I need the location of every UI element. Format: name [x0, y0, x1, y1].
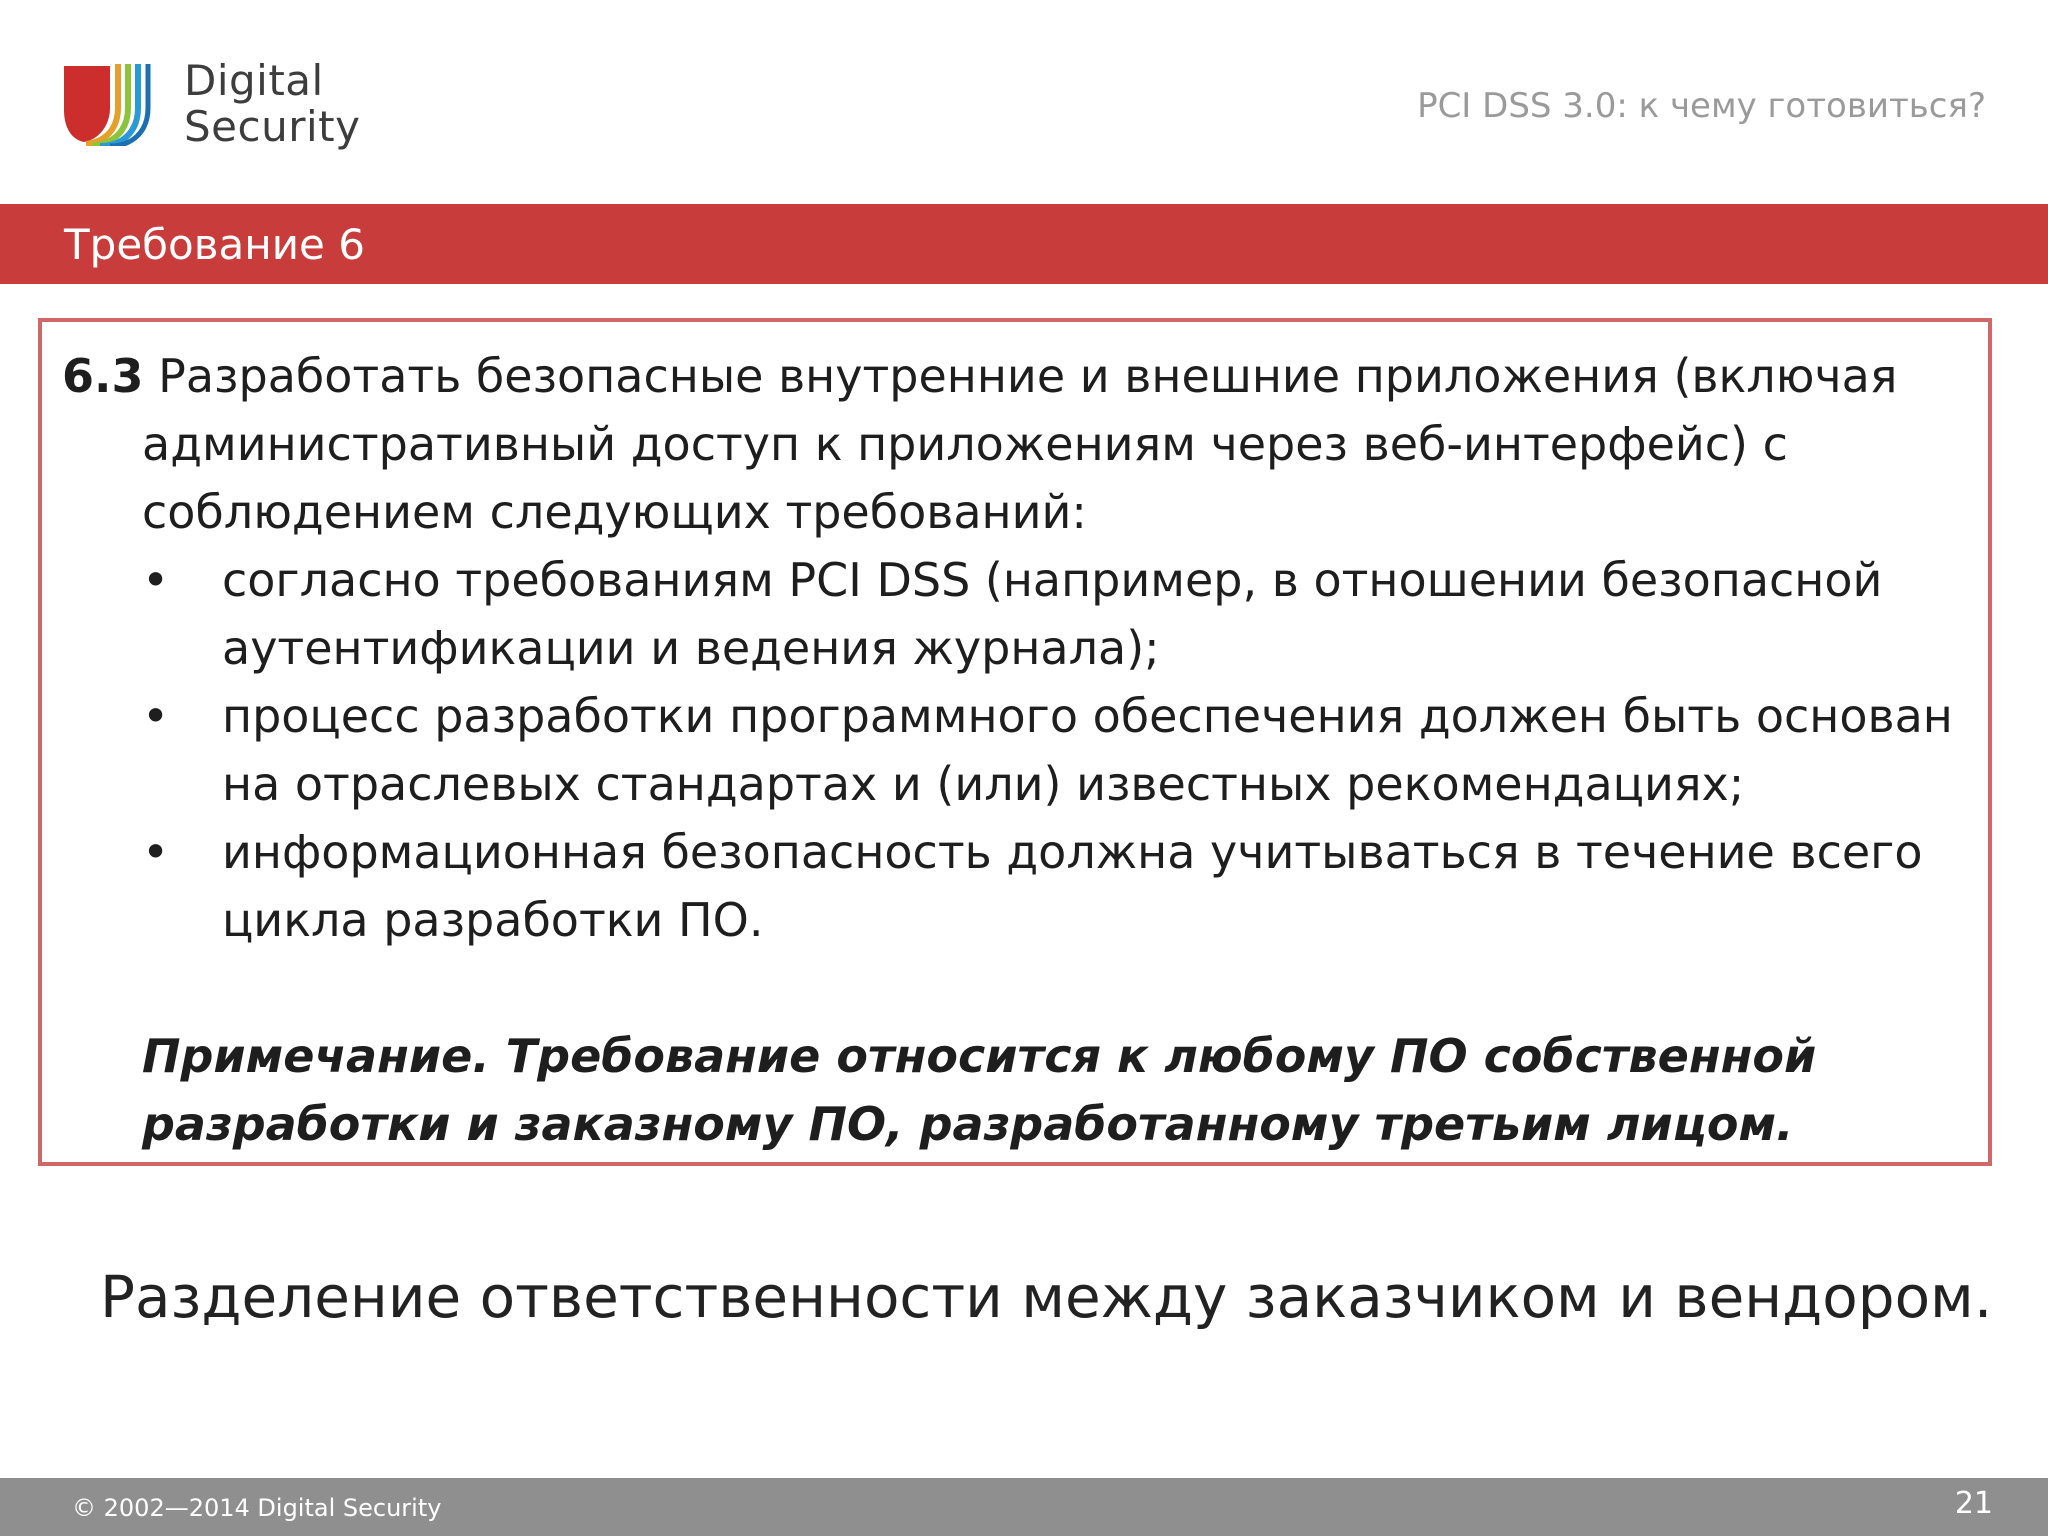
- requirement-number: 6.3: [62, 349, 144, 403]
- section-band: [0, 204, 2048, 284]
- logo-text-line1: Digital: [184, 56, 324, 105]
- requirement-note: Примечание. Требование относится к любому ПО собственной разработки и заказному ПО, разработанному третьим лицом.: [142, 1029, 1817, 1151]
- list-item: [142, 682, 1962, 818]
- company-logo: [62, 58, 360, 150]
- requirement-heading: [62, 342, 1962, 546]
- bullet-text: информационная безопасность должна учитываться в течение всего цикла разработки ПО.: [222, 825, 1923, 947]
- requirement-bullet-list: [62, 546, 1962, 954]
- logo-text-line2: Security: [184, 102, 361, 151]
- copyright-text: © 2002—2014 Digital Security: [72, 1494, 442, 1522]
- bullet-text: процесс разработки программного обеспечения должен быть основан на отраслевых стандартах и (или) известных рекомендациях;: [222, 689, 1953, 811]
- requirement-box: [38, 318, 1992, 1166]
- list-item: [142, 818, 1962, 954]
- list-item: [142, 546, 1962, 682]
- bullet-icon: •: [142, 553, 170, 607]
- presentation-title: PCI DSS 3.0: к чему готовиться?: [1417, 86, 1986, 126]
- logo-mark-icon: [62, 62, 164, 146]
- bullet-icon: •: [142, 689, 170, 743]
- page-number: 21: [1954, 1486, 1993, 1521]
- requirement-text: [62, 342, 1962, 1158]
- bullet-text: согласно требованиям PCI DSS (например, в отношении безопасной аутентификации и ведения журнала);: [222, 553, 1883, 675]
- bullet-icon: •: [142, 825, 170, 879]
- footer-bar: [0, 1478, 2048, 1536]
- requirement-description: Разработать безопасные внутренние и внешние приложения (включая административный доступ к приложениям через веб-интерфейс) с соблюдением следующих требований:: [142, 349, 1898, 539]
- summary-statement: Разделение ответственности между заказчиком и вендором.: [100, 1263, 1993, 1331]
- section-title: Требование 6: [64, 220, 365, 269]
